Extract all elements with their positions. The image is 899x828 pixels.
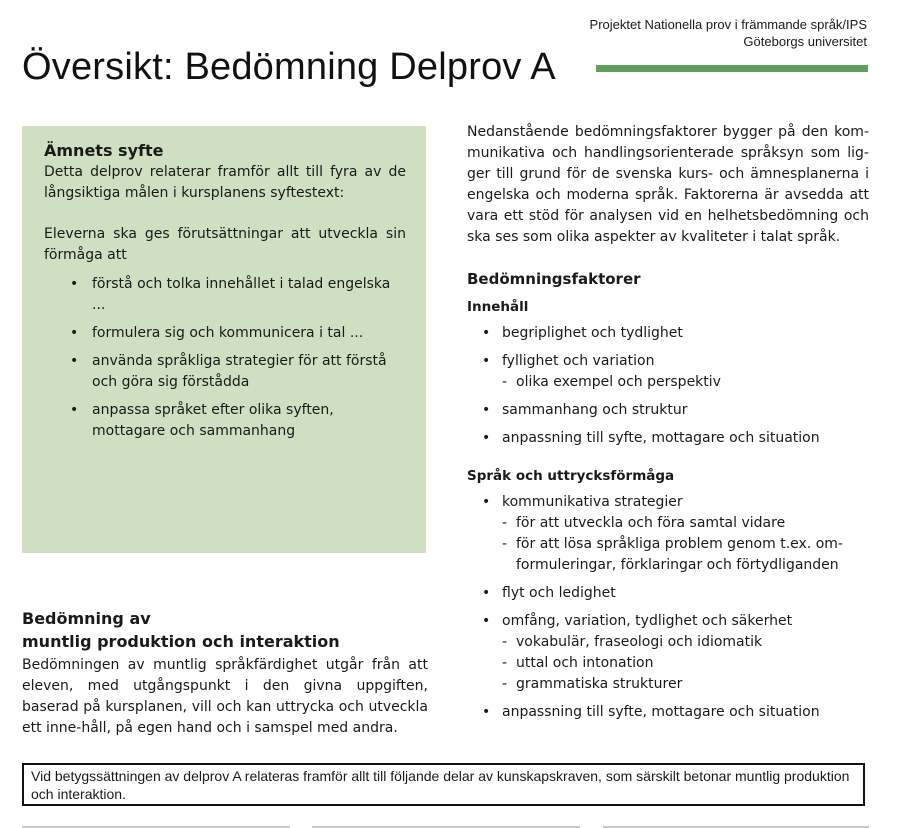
project-name: Projektet Nationella prov i främmande språk/IPS: [589, 17, 867, 32]
dash-icon: -: [502, 676, 508, 692]
factor-subitem: - för att lösa språkliga problem genom t.ex. om- formuleringar, förklaringar och förtydliganden: [502, 536, 843, 573]
factor-item: • anpassning till syfte, mottagare och situation: [502, 702, 869, 723]
factor-subitem: - vokabulär, fraseologi och idiomatik: [502, 632, 869, 653]
content-heading: Innehåll: [467, 299, 529, 315]
factor-subitem: - olika exempel och perspektiv: [502, 372, 869, 393]
assessment-heading: Bedömning av muntlig produktion och interaktion: [22, 609, 340, 651]
goal-item: • förstå och tolka innehållet i talad engelska ...: [70, 276, 391, 313]
bullet-icon: •: [482, 494, 491, 510]
university-name: Göteborgs universitet: [743, 34, 867, 49]
language-heading: Språk och uttrycksförmåga: [467, 468, 675, 484]
bullet-icon: •: [482, 613, 491, 629]
factor-subitem: - för att utveckla och föra samtal vidare: [502, 513, 869, 534]
grading-note-box: Vid betygssättningen av delprov A relateras framför allt till följande delar av kunskapskraven, som särskilt betonar muntlig produktion och interaktion.: [22, 763, 865, 806]
factor-item: • kommunikativa strategier - för att utveckla och föra samtal vidare - för att lösa språkliga problem genom t.ex. om- formuleringar, förklaringar och förtydliganden: [502, 492, 869, 576]
language-factor-list: [467, 492, 869, 723]
assessment-section: [22, 607, 428, 739]
content-factor-list: [467, 323, 869, 449]
factor-subitem: - grammatiska strukturer: [502, 674, 869, 695]
factor-item: • omfång, variation, tydlighet och säkerhet - vokabulär, fraseologi och idiomatik - uttal och intonation - grammatiska strukturer: [502, 611, 869, 695]
bullet-icon: •: [70, 325, 79, 341]
purpose-goal-list: [44, 274, 406, 442]
dash-icon: -: [502, 536, 508, 552]
assessment-factors-column: [467, 122, 869, 730]
goal-item: • formulera sig och kommunicera i tal ...: [92, 323, 406, 344]
assessment-text: Bedömningen av muntlig språkfärdighet utgår från att eleven, med utgångspunkt i den givna uppgiften, baserad på kursplanen, vill och kan uttrycka och utveckla ett inne-håll, på egen hand och i samspel med andra.: [22, 657, 428, 736]
factor-subitem: - uttal och intonation: [502, 653, 869, 674]
factor-item: • sammanhang och struktur: [502, 400, 869, 421]
bullet-icon: •: [482, 325, 491, 341]
factors-intro: Nedanstående bedömningsfaktorer bygger på den kom-munikativa och handlingsorienterade språksyn som lig-ger till grund för de svenska kurs- och ämnesplanerna i engelska och moderna språk. Faktorerna är avsedda att vara ett stöd för analysen vid en helhetsbedömning och ska ses som olika aspekter av kvaliteter i talat språk.: [467, 124, 869, 245]
bullet-icon: •: [482, 430, 491, 446]
bullet-icon: •: [482, 704, 491, 720]
factor-item: • fyllighet och variation - olika exempel och perspektiv: [502, 351, 869, 393]
subject-purpose-box: [22, 126, 426, 553]
header-affiliation: [590, 16, 867, 50]
bullet-icon: •: [70, 276, 79, 292]
goal-item: • använda språkliga strategier för att förstå och göra sig förstådda: [70, 353, 387, 390]
goal-item: • anpassa språket efter olika syften, mottagare och sammanhang: [70, 402, 334, 439]
factor-item: • anpassning till syfte, mottagare och situation: [502, 428, 869, 449]
page-title: Översikt: Bedömning Delprov A: [22, 46, 556, 88]
purpose-intro: Detta delprov relaterar framför allt till fyra av de långsiktiga målen i kursplanens syftestext:: [44, 164, 406, 201]
bullet-icon: •: [482, 353, 491, 369]
factor-item: • begriplighet och tydlighet: [502, 323, 869, 344]
factors-heading: Bedömningsfaktorer: [467, 270, 641, 288]
bullet-icon: •: [482, 585, 491, 601]
dash-icon: -: [502, 634, 508, 650]
dash-icon: -: [502, 655, 508, 671]
bullet-icon: •: [482, 402, 491, 418]
dash-icon: -: [502, 515, 508, 531]
purpose-lead: Eleverna ska ges förutsättningar att utveckla sin förmåga att: [44, 226, 406, 263]
factor-item: • flyt och ledighet: [502, 583, 869, 604]
title-accent-rule: [596, 65, 868, 72]
bullet-icon: •: [70, 353, 79, 369]
dash-icon: -: [502, 374, 508, 390]
purpose-heading: Ämnets syfte: [44, 141, 164, 160]
bullet-icon: •: [70, 402, 79, 418]
